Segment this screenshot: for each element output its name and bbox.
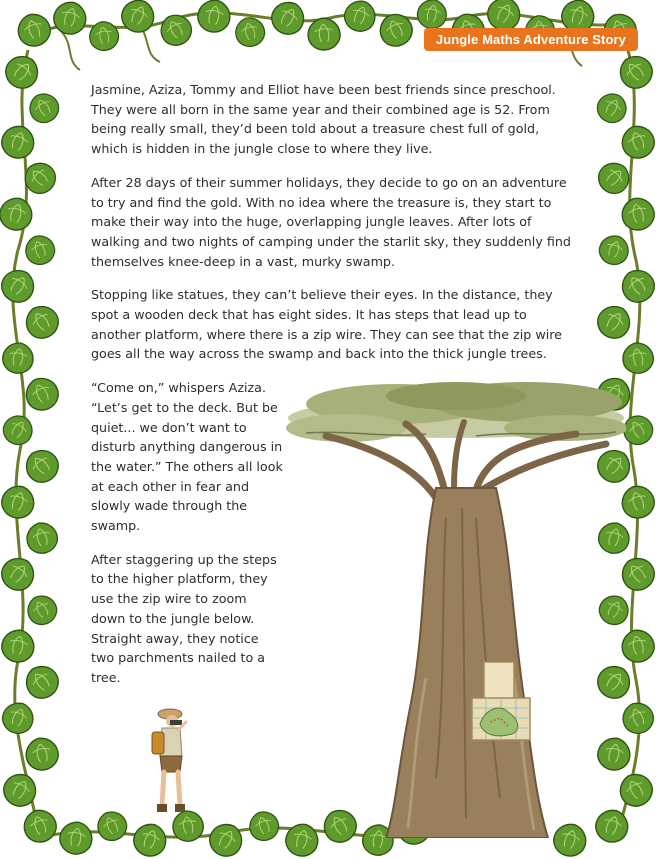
baobab-tree-illustration	[286, 378, 626, 838]
story-paragraph-5: After staggering up the steps to the higher platform, they use the zip wire to zoom down to the jungle below. Straight away, they notice two parchments nailed to a tree.	[91, 551, 277, 685]
story-paragraph-1: Jasmine, Aziza, Tommy and Elliot have been best friends since preschool. They were all born in the same year and their combined age is 52. From being really small, they’d been told about a treasure chest full of gold, which is hidden in the jungle close to where they live.	[91, 82, 556, 157]
tree-trunk	[386, 488, 548, 838]
story-paragraph-2: After 28 days of their summer holidays, they decide to go on an adventure to try and find the gold. With no idea where the treasure is, they start to make their way into the huge, overlapping jungle leaves. After lots of walking and two nights of camping under the starlit sky, they suddenly find themselves knee-deep in a vast, murky swamp.	[91, 174, 571, 269]
binoculars-icon	[170, 720, 182, 725]
story-paragraph-3: Stopping like statues, they can’t believe their eyes. In the distance, they spot a wooden deck that has eight sides. It has steps that lead up to another platform, where there is a zip wire. They can see that the zip wire goes all the way across the swamp and back into the thick jungle trees.	[91, 287, 562, 362]
backpack-icon	[152, 732, 164, 754]
parchment-map	[472, 698, 530, 740]
story-title-banner: Jungle Maths Adventure Story	[424, 28, 638, 51]
story-paragraph-4: “Come on,” whispers Aziza. “Let’s get to the deck. But be quiet... we don’t want to disturb anything dangerous in the water.” The others all look at each other in fear and slowly wade through the swamp.	[91, 380, 283, 534]
explorer-with-binoculars	[140, 706, 200, 826]
